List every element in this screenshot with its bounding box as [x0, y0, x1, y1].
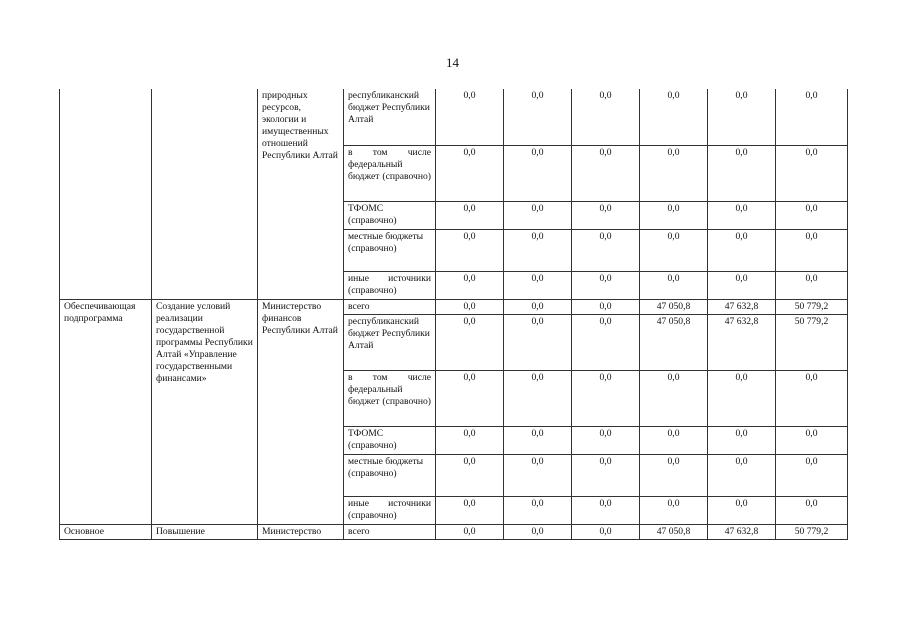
event-cell: Повышение [152, 524, 258, 539]
value-cell: 0,0 [436, 524, 504, 539]
value-cell: 0,0 [640, 370, 708, 426]
value-cell: 47 050,8 [640, 299, 708, 314]
value-cell: 0,0 [572, 524, 640, 539]
value-cell: 0,0 [776, 496, 848, 524]
value-cell: 0,0 [436, 454, 504, 496]
value-cell: 0,0 [776, 370, 848, 426]
event-cell: Создание условий реализации государственной программы Республики Алтай «Управление государственными финансами» [152, 299, 258, 524]
value-cell: 0,0 [504, 370, 572, 426]
responsible-cell: Министерство [258, 524, 344, 539]
value-cell: 0,0 [776, 145, 848, 201]
value-cell: 0,0 [504, 496, 572, 524]
value-cell: 0,0 [504, 145, 572, 201]
value-cell: 0,0 [776, 426, 848, 454]
value-cell: 0,0 [436, 201, 504, 229]
funding-source-cell: ТФОМС (справочно) [344, 426, 436, 454]
funding-source-cell: ТФОМС (справочно) [344, 201, 436, 229]
table-row [60, 524, 848, 539]
funding-source-cell: в том числе федеральный бюджет (справочно) [344, 145, 436, 201]
page-number: 14 [446, 55, 459, 70]
subprogram-cell [60, 89, 152, 299]
funding-source-cell: иные источники (справочно) [344, 271, 436, 299]
funding-source-cell: местные бюджеты (справочно) [344, 454, 436, 496]
value-cell: 0,0 [572, 496, 640, 524]
value-cell: 0,0 [436, 314, 504, 370]
value-cell: 0,0 [436, 299, 504, 314]
value-cell: 0,0 [504, 454, 572, 496]
value-cell: 47 632,8 [708, 314, 776, 370]
value-cell: 0,0 [572, 299, 640, 314]
value-cell: 0,0 [776, 271, 848, 299]
value-cell: 0,0 [776, 201, 848, 229]
value-cell: 0,0 [640, 201, 708, 229]
value-cell: 0,0 [708, 229, 776, 271]
table-row [60, 299, 848, 314]
value-cell: 0,0 [640, 271, 708, 299]
event-cell [152, 89, 258, 299]
value-cell: 0,0 [436, 426, 504, 454]
value-cell: 0,0 [504, 314, 572, 370]
value-cell: 0,0 [504, 229, 572, 271]
value-cell: 0,0 [504, 201, 572, 229]
value-cell: 0,0 [640, 145, 708, 201]
funding-source-cell: республиканский бюджет Республики Алтай [344, 314, 436, 370]
value-cell: 0,0 [436, 145, 504, 201]
value-cell: 0,0 [572, 271, 640, 299]
funding-source-cell: всего [344, 524, 436, 539]
value-cell: 0,0 [640, 426, 708, 454]
subprogram-cell: Обеспечивающая подпрограмма [60, 299, 152, 524]
value-cell: 47 632,8 [708, 299, 776, 314]
value-cell: 0,0 [572, 454, 640, 496]
value-cell: 0,0 [640, 89, 708, 145]
value-cell: 50 779,2 [776, 524, 848, 539]
subprogram-cell: Основное [60, 524, 152, 539]
responsible-cell: природных ресурсов, экологии и имущественных отношений Республики Алтай [258, 89, 344, 299]
value-cell: 0,0 [572, 145, 640, 201]
value-cell: 0,0 [572, 229, 640, 271]
value-cell: 50 779,2 [776, 299, 848, 314]
funding-source-cell: в том числе федеральный бюджет (справочно) [344, 370, 436, 426]
value-cell: 0,0 [708, 201, 776, 229]
value-cell: 0,0 [572, 89, 640, 145]
value-cell: 0,0 [708, 271, 776, 299]
funding-source-cell: республиканский бюджет Республики Алтай [344, 89, 436, 145]
value-cell: 0,0 [504, 271, 572, 299]
value-cell: 0,0 [640, 496, 708, 524]
value-cell: 0,0 [708, 370, 776, 426]
value-cell: 0,0 [776, 454, 848, 496]
value-cell: 0,0 [572, 314, 640, 370]
value-cell: 0,0 [436, 370, 504, 426]
funding-source-cell: местные бюджеты (справочно) [344, 229, 436, 271]
value-cell: 0,0 [708, 426, 776, 454]
value-cell: 47 050,8 [640, 524, 708, 539]
value-cell: 0,0 [504, 426, 572, 454]
funding-source-cell: иные источники (справочно) [344, 496, 436, 524]
value-cell: 0,0 [572, 201, 640, 229]
value-cell: 0,0 [776, 89, 848, 145]
value-cell: 0,0 [572, 426, 640, 454]
value-cell: 0,0 [436, 89, 504, 145]
funding-source-cell: всего [344, 299, 436, 314]
value-cell: 47 632,8 [708, 524, 776, 539]
value-cell: 50 779,2 [776, 314, 848, 370]
value-cell: 0,0 [776, 229, 848, 271]
value-cell: 47 050,8 [640, 314, 708, 370]
value-cell: 0,0 [708, 454, 776, 496]
value-cell: 0,0 [504, 89, 572, 145]
value-cell: 0,0 [708, 145, 776, 201]
value-cell: 0,0 [708, 496, 776, 524]
responsible-cell: Министерство финансов Республики Алтай [258, 299, 344, 524]
value-cell: 0,0 [436, 229, 504, 271]
value-cell: 0,0 [504, 299, 572, 314]
table-row [60, 89, 848, 145]
value-cell: 0,0 [436, 496, 504, 524]
value-cell: 0,0 [640, 454, 708, 496]
value-cell: 0,0 [640, 229, 708, 271]
value-cell: 0,0 [572, 370, 640, 426]
value-cell: 0,0 [708, 89, 776, 145]
value-cell: 0,0 [436, 271, 504, 299]
value-cell: 0,0 [504, 524, 572, 539]
budget-table [59, 89, 848, 540]
